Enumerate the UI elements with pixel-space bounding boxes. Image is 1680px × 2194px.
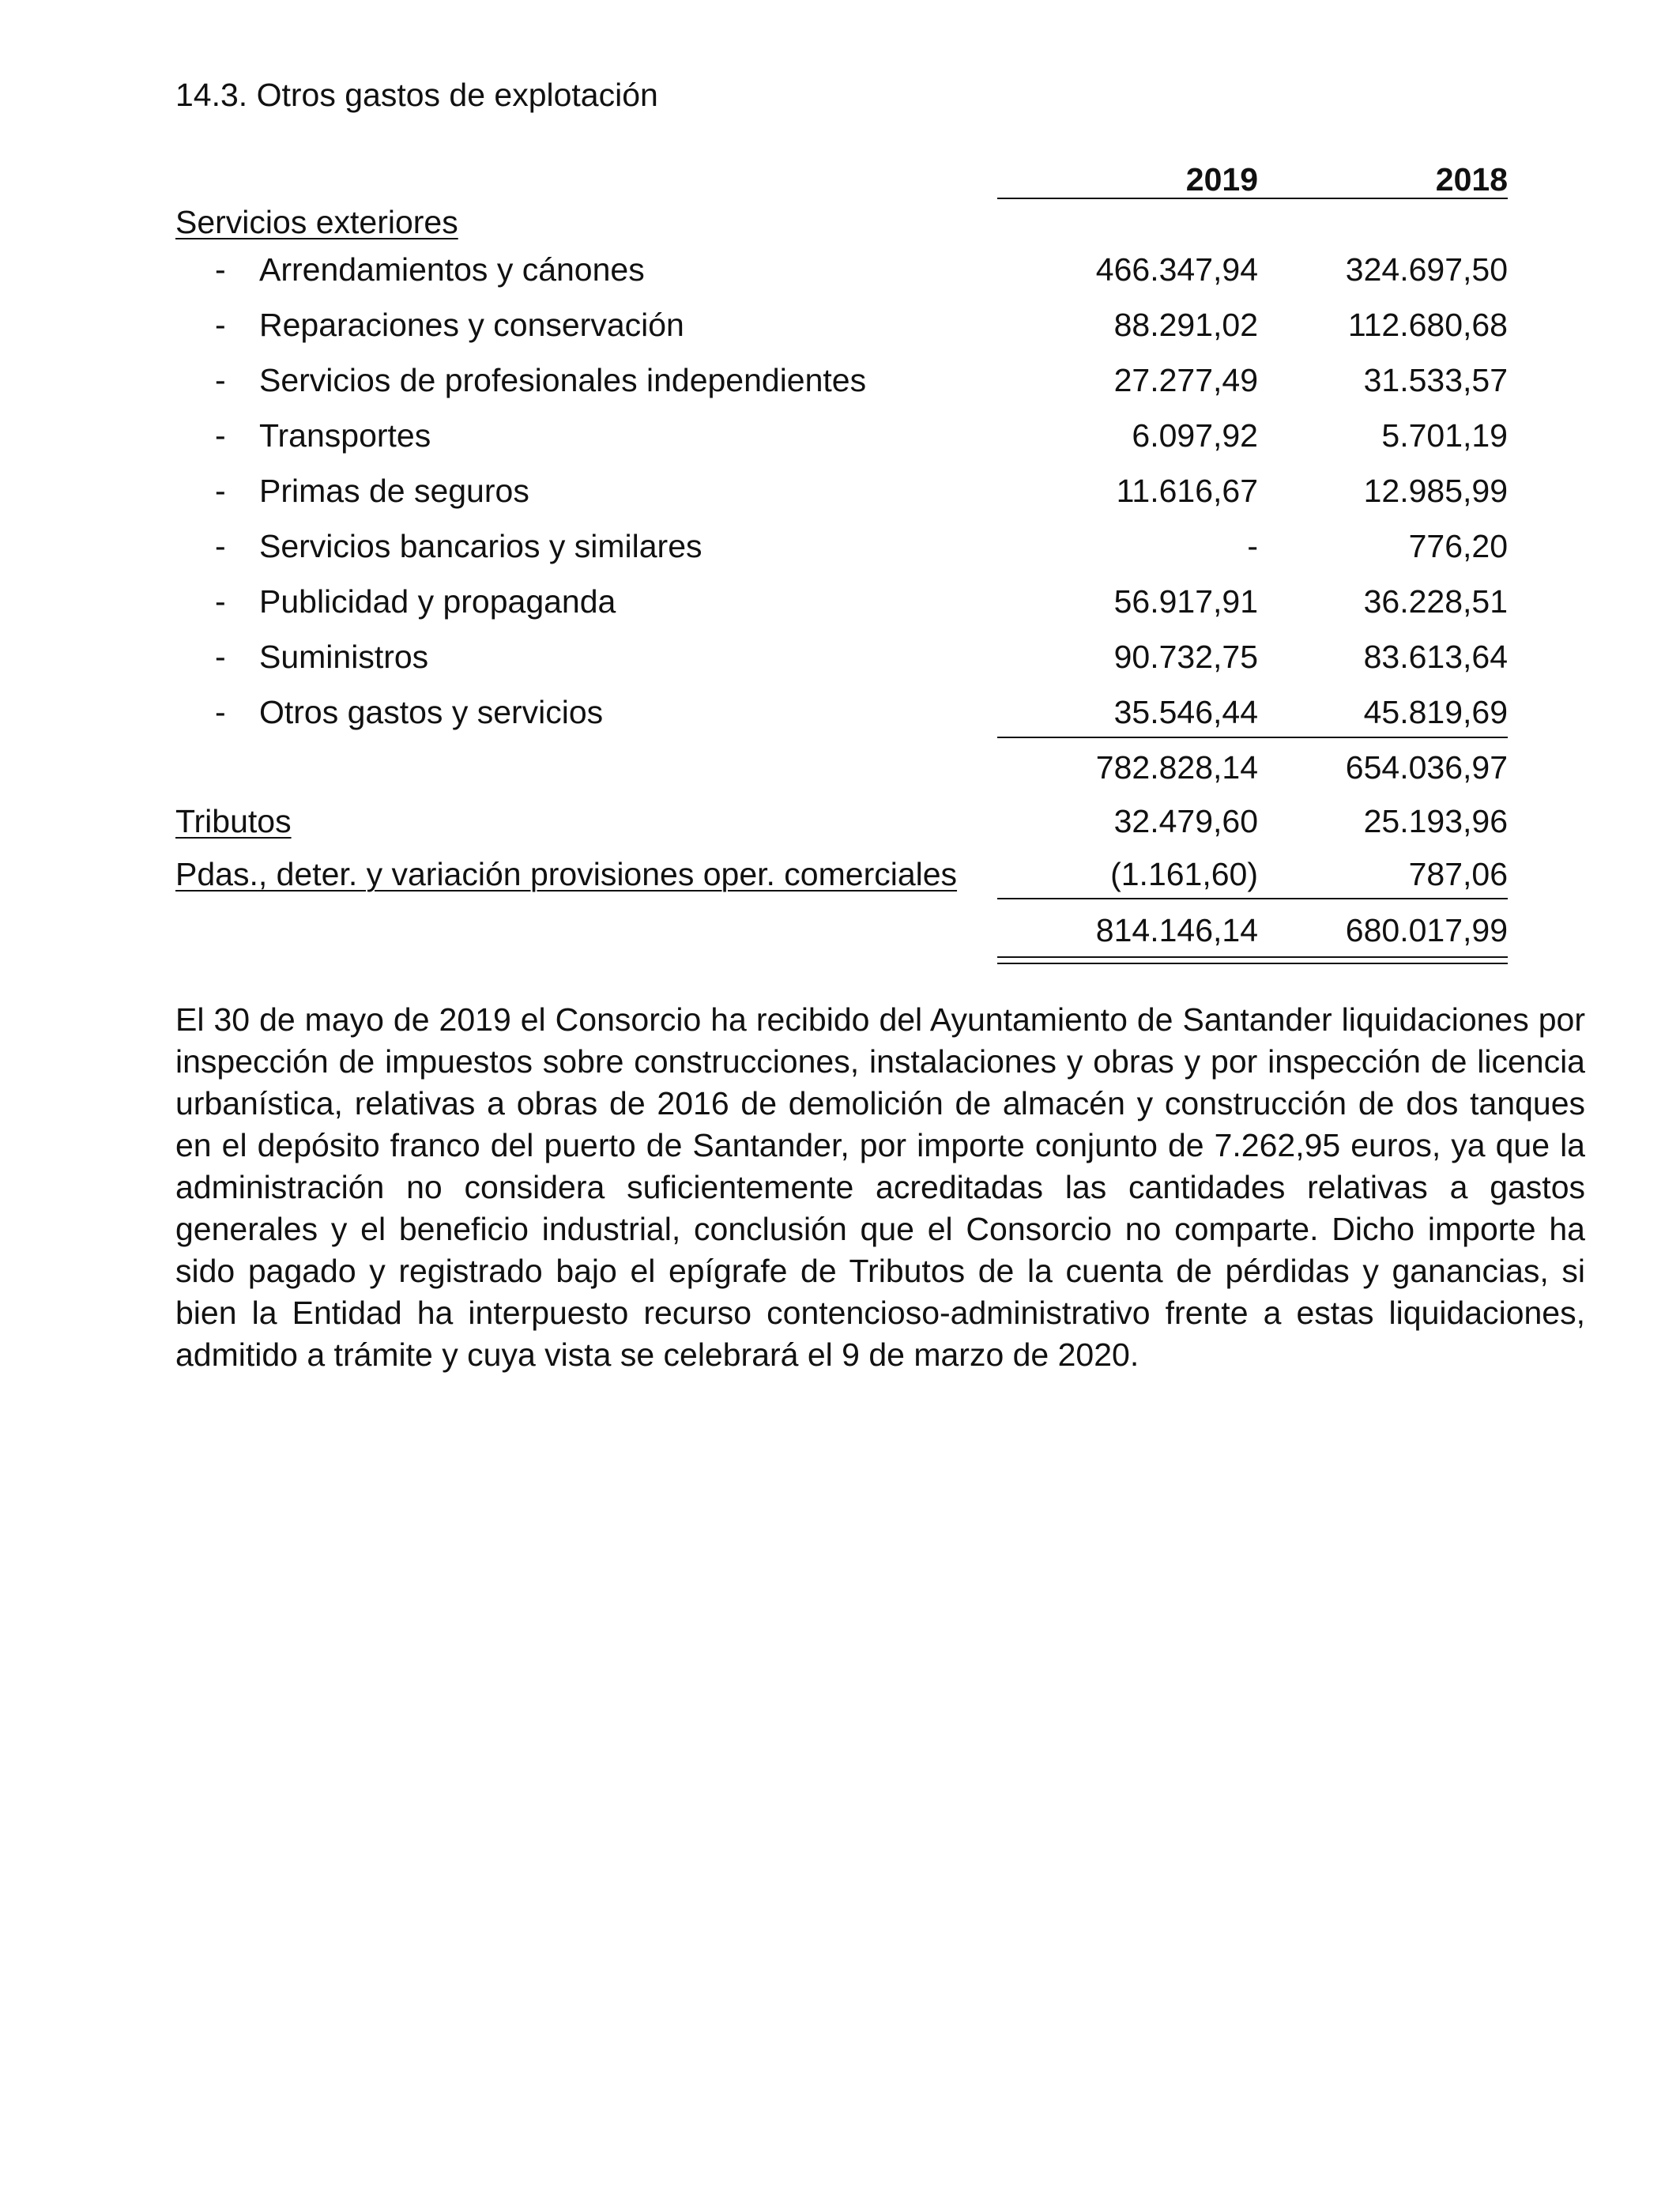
total-rule-2019	[997, 898, 1258, 899]
table-row	[175, 684, 1519, 740]
value-2019: 90.732,75	[1113, 639, 1258, 675]
expenses-table	[175, 152, 1519, 982]
bullet-dash: -	[215, 694, 226, 730]
value-2018: 36.228,51	[1363, 583, 1508, 620]
tributos-label: Tributos	[175, 803, 292, 839]
tributos-2019: 32.479,60	[1113, 803, 1258, 839]
bullet-dash: -	[215, 583, 226, 620]
item-label: Servicios de profesionales independientes	[259, 362, 867, 398]
total-2018: 680.017,99	[1345, 912, 1508, 948]
column-header-2019: 2019	[1185, 161, 1258, 198]
value-2019: -	[1247, 528, 1258, 564]
bullet-dash: -	[215, 473, 226, 509]
table-row	[175, 352, 1519, 408]
value-2018: 5.701,19	[1381, 417, 1508, 454]
bullet-dash: -	[215, 417, 226, 454]
tributos-2018: 25.193,96	[1363, 803, 1508, 839]
table-row	[175, 463, 1519, 518]
total-2019: 814.146,14	[1095, 912, 1258, 948]
item-label: Transportes	[259, 417, 431, 454]
value-2019: 56.917,91	[1113, 583, 1258, 620]
subtotal-rule-2019	[997, 737, 1258, 738]
subtotal-row	[175, 740, 1519, 795]
table-row	[175, 242, 1519, 297]
bullet-dash: -	[215, 639, 226, 675]
value-2019: 6.097,92	[1132, 417, 1258, 454]
column-header-2018: 2018	[1435, 161, 1508, 198]
tributos-row	[175, 794, 1519, 849]
item-label: Primas de seguros	[259, 473, 529, 509]
value-2018: 112.680,68	[1347, 307, 1508, 343]
section-heading: 14.3. Otros gastos de explotación	[175, 77, 658, 113]
provisiones-label: Pdas., deter. y variación provisiones oper. comerciales	[175, 856, 958, 892]
value-2018: 83.613,64	[1363, 639, 1508, 675]
total-double-rule-2019	[997, 956, 1258, 964]
provisiones-2019: (1.161,60)	[1110, 856, 1258, 892]
value-2019: 88.291,02	[1113, 307, 1258, 343]
item-label: Otros gastos y servicios	[259, 694, 604, 730]
bullet-dash: -	[215, 362, 226, 398]
bullet-dash: -	[215, 251, 226, 288]
value-2018: 324.697,50	[1345, 251, 1508, 288]
value-2019: 35.546,44	[1113, 694, 1258, 730]
table-row	[175, 408, 1519, 463]
value-2019: 27.277,49	[1113, 362, 1258, 398]
provisiones-row	[175, 846, 1519, 902]
subtotal-2019: 782.828,14	[1095, 749, 1258, 786]
bullet-dash: -	[215, 307, 226, 343]
item-label: Servicios bancarios y similares	[259, 528, 703, 564]
bullet-dash: -	[215, 528, 226, 564]
value-2018: 45.819,69	[1363, 694, 1508, 730]
subtotal-2018: 654.036,97	[1345, 749, 1508, 786]
item-label: Suministros	[259, 639, 429, 675]
table-row	[175, 518, 1519, 574]
table-row	[175, 629, 1519, 684]
item-label: Publicidad y propaganda	[259, 583, 616, 620]
value-2018: 776,20	[1408, 528, 1508, 564]
item-label: Reparaciones y conservación	[259, 307, 684, 343]
value-2019: 466.347,94	[1095, 251, 1258, 288]
subtotal-rule-2018	[1245, 737, 1508, 738]
value-2018: 31.533,57	[1363, 362, 1508, 398]
value-2018: 12.985,99	[1363, 473, 1508, 509]
table-row	[175, 297, 1519, 352]
total-rule-2018	[1245, 898, 1508, 899]
explanatory-paragraph: El 30 de mayo de 2019 el Consorcio ha recibido del Ayuntamiento de Santander liquidaciones por inspección de impuestos sobre construcciones, instalaciones y obras y por inspección de licencia urbanística, relativas a obras de 2016 de demolición de almacén y construcción de dos tanques en el depósito franco del puerto de Santander, por importe conjunto de 7.262,95 euros, ya que la administración no considera suficientemente acreditadas las cantidades relativas a gastos generales y el beneficio industrial, conclusión que el Consorcio no comparte. Dicho importe ha sido pagado y registrado bajo el epígrafe de Tributos de la cuenta de pérdidas y ganancias, si bien la Entidad ha interpuesto recurso contencioso-administrativo frente a estas liquidaciones, admitido a trámite y cuya vista se celebrará el 9 de marzo de 2020.	[175, 1001, 1585, 1373]
provisiones-2018: 787,06	[1408, 856, 1508, 892]
value-2019: 11.616,67	[1116, 473, 1258, 509]
total-row	[175, 903, 1519, 958]
table-row	[175, 574, 1519, 629]
section-label: Servicios exteriores	[175, 204, 458, 240]
item-label: Arrendamientos y cánones	[259, 251, 645, 288]
total-double-rule-2018	[1245, 956, 1508, 964]
